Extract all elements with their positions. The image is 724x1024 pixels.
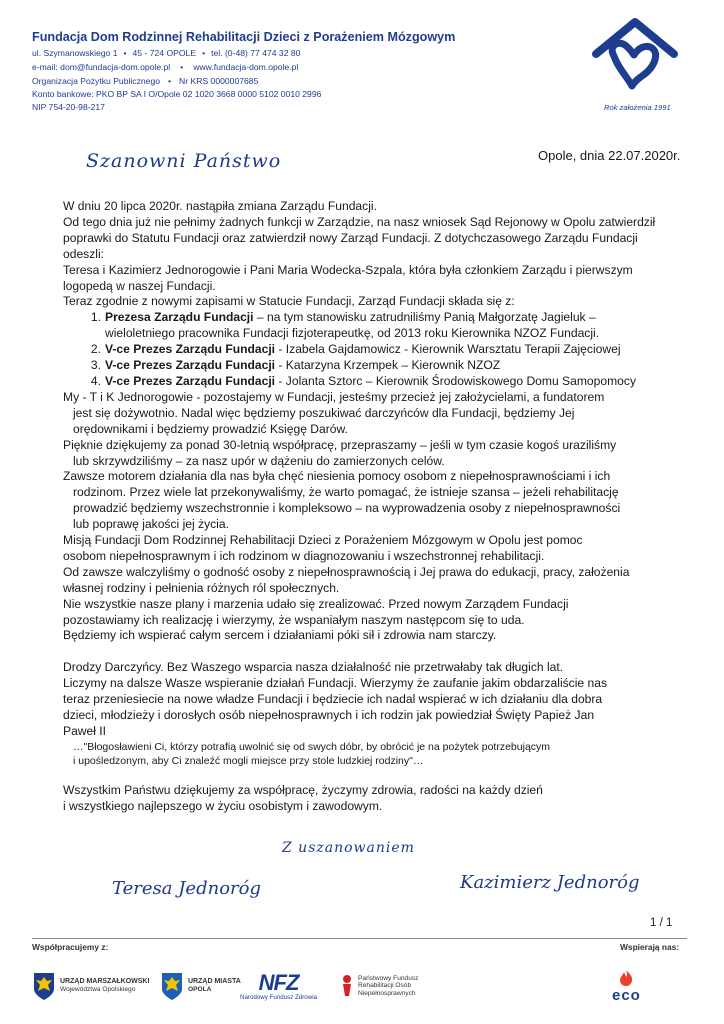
partner-subname: OPOLA [188,986,212,993]
line: Od tego dnia już nie pełnimy żadnych funkcji w Zarządzie, na nasz wniosek Sąd Rejonowy w Opolu zatwierdził [63,214,656,229]
board-member-text: - Izabela Gajdamowicz - Kierownik Warsztatu Terapii Zajęciowej [275,342,621,357]
krs-number: Nr KRS 0000007685 [179,76,259,86]
header-registry-line: Organizacja Pożytku Publicznego • Nr KRS 0000007685 [32,76,259,86]
paragraph-board-change: W dniu 20 lipca 2020r. nastąpiła zmiana Zarządu Fundacji. [63,199,377,213]
pope-quote [63,740,663,769]
board-role: V-ce Prezes Zarządu Fundacji [105,373,276,388]
line: Pięknie dziękujemy za ponad 30-letnią współpracę, przepraszamy – jeśli w tym czasie kogoś uraziliśmy [63,437,617,452]
signature-teresa: Teresa Jednoróg [112,878,261,899]
partner-urzad-miasta [160,966,241,1006]
board-member-text: – na tym stanowisku zatrudniliśmy Panią Małgorzatę Jagieluk – [253,310,596,325]
line: My - T i K Jednorogowie - pozostajemy w Fundacji, jesteśmy przecież jej założycielami, a fundatorem [63,389,605,404]
list-number: 4. [90,373,101,388]
line: Misją Fundacji Dom Rodzinnej Rehabilitacji Dzieci z Porażeniem Mózgowym w Opolu jest pomoc [63,533,583,548]
line: poprawki do Statutu Fundacji oraz zatwierdził nowy Zarząd Fundacji. Z dotychczasowego Zarządu Fundacji odeszli: [63,230,638,261]
board-role: V-ce Prezes Zarządu Fundacji [105,342,276,357]
board-member-item [63,374,663,390]
line: pozostawiamy ich realizację i wierzymy, że wspaniałym naszym następcom się to uda. [63,612,525,627]
line: Zawsze motorem działania dla nas była chęć niesienia pomocy osobom z niepełnosprawnościami i ich [63,469,611,484]
phone: tel. (0-48) 77 474 32 80 [211,48,301,58]
board-member-item [63,342,663,358]
line: orędownikami i będziemy prowadzić Księgę Darów. [73,421,348,436]
board-member-item [63,358,663,374]
bank-account: Konto bankowe: PKO BP SA I O/Opole 02 1020 3668 0000 5102 0010 2996 [32,89,322,99]
paragraph-donors [63,660,663,740]
line: i wszystkiego najlepszego w życiu osobistym i zawodowym. [63,798,383,813]
founded-year: Rok założenia 1991 [604,103,671,112]
paragraph-court-approval [63,215,663,295]
paragraph-plans [63,597,663,645]
board-role: V-ce Prezes Zarządu Fundacji [105,358,276,373]
line: lub poprawę jakości jej życia. [73,517,229,532]
spacer [63,644,663,660]
foundation-logo-house-heart-icon [592,18,678,90]
supporter-eco [612,966,641,1006]
email[interactable]: e-mail: dom@fundacja-dom.opole.pl [32,62,171,72]
nfz-logo-text: NFZ [258,969,299,995]
signature-kazimierz: Kazimierz Jednoróg [460,872,640,893]
line: rodzinom. Przez wiele lat przekonywaliśmy, że warto pomagać, że istnieje szansa – jeżeli rehabilitację [73,485,619,500]
paragraph-mission [63,533,663,565]
paragraph-board-intro: Teraz zgodnie z nowymi zapisami w Statucie Fundacji, Zarząd Fundacji składa się z: [63,294,515,309]
paragraph-thanks [63,438,663,470]
eco-logo-text: eco [612,986,641,1004]
letter-date: Opole, dnia 22.07.2020r. [538,148,681,163]
list-number: 3. [90,358,101,373]
eco-flame-icon [615,969,637,987]
line: Będziemy ich wspierać całym sercem i działaniami póki sił i zdrowia nam starczy. [63,628,497,643]
partner-name: URZĄD MIASTA [188,978,241,986]
line: Teresa i Kazimierz Jednorogowie i Pani Maria Wodecka-Szpala, która była członkiem Zarządu i pierwszym [63,262,633,277]
opole-voivodeship-eagle-icon [32,971,56,1001]
paragraph-wishes [63,783,663,815]
paragraph-motivation [63,469,663,533]
line: logopedą w naszej Fundacji. [63,278,216,293]
footer-divider [32,938,687,939]
handwritten-greeting: Szanowni Państwo [86,150,282,172]
letter-body [63,199,663,815]
list-number: 2. [90,342,101,357]
pfron-figure-icon [340,974,354,998]
supporters-label: Wspierają nas: [620,942,680,952]
line: Drodzy Darczyńcy. Bez Waszego wsparcia nasza działalność nie przetrwałaby tak długich lat. [63,660,564,675]
board-member-item [63,310,663,342]
nip-number: NIP 754-20-98-217 [32,102,105,112]
partner-name: Rehabilitacji Osób [358,982,412,990]
partner-subname: Województwa Opolskiego [60,986,136,993]
line: …"Błogosławieni Ci, którzy potrafią uwolnić się od swych dóbr, by obrócić je na pożytek potrzebującym [73,740,551,753]
line: dzieci, młodzieży i dorosłych osób niepełnosprawnych i ich rodzin jak powiedział Święty Papież Jan [63,708,595,723]
header-address-line: ul. Szymanowskiego 1 • 45 - 724 OPOLE • tel. (0-48) 77 474 32 80 [32,48,301,58]
list-number: 1. [90,310,101,325]
partner-nfz [240,966,317,1006]
partner-name: URZĄD MARSZAŁKOWSKI [60,978,150,986]
line: Liczymy na dalsze Wasze wspieranie działań Fundacji. Wierzymy że zaufanie jakim obdarzaliście nas [63,676,607,691]
spacer [63,769,663,783]
opole-city-eagle-icon [160,971,184,1001]
partner-name: Niepełnosprawnych [358,989,416,997]
line: i upośledzonym, aby Ci znaleźć mogli miejsce przy stole ludzkiej rodziny"… [73,755,424,768]
partner-name: Państwowy Fundusz [358,974,419,982]
paragraph-founders [63,390,663,438]
line: Paweł II [63,724,107,738]
address-street: ul. Szymanowskiego 1 [32,48,118,58]
header-contact-line: e-mail: dom@fundacja-dom.opole.pl • www.fundacja-dom.opole.pl [32,62,299,72]
paragraph-dignity [63,565,663,597]
board-member-text: wieloletniego pracownika Fundacji fizjoterapeutkę, od 2013 roku Kierownika NZOZ Fundacji. [105,326,600,341]
board-members-list [63,310,663,390]
line: własnej rodziny i pełnienia różnych ról społecznych. [63,580,340,595]
line: jest się dożywotnio. Nadal więc będziemy poszukiwać darczyńców dla Fundacji, będziemy Jej [73,405,575,420]
line: Nie wszystkie nasze plany i marzenia udało się zrealizować. Przed nowym Zarządem Fundacji [63,596,569,611]
line: teraz przeniesiecie na nowe władze Fundacji i będziecie ich nadal wspierać w ich działaniu dla dobra [63,692,603,707]
partner-name: Narodowy Fundusz Zdrowia [240,993,318,1001]
board-member-text: - Jolanta Sztorc – Kierownik Środowiskowego Domu Samopomocy [275,373,636,388]
organization-name: Fundacja Dom Rodzinnej Rehabilitacji Dzieci z Porażeniem Mózgowym [32,30,456,44]
line: Wszystkim Państwu dziękujemy za współpracę, życzymy zdrowia, radości na każdy dzień [63,782,543,797]
board-role: Prezesa Zarządu Fundacji [105,310,254,325]
line: osobom niepełnosprawnym i ich rodzinom w diagnozowaniu i wszechstronnej rehabilitacji. [63,548,545,563]
opp-status: Organizacja Pożytku Publicznego [32,76,161,86]
line: prowadzić będziemy wszechstronnie i kompleksowo – na wyprowadzenia osoby z niepełnosprawności [73,501,621,516]
line: Od zawsze walczyliśmy o godność osoby z niepełnosprawnością i Jej prawa do edukacji, pracy, założenia [63,564,630,579]
handwritten-closing: Z uszanowaniem [282,840,415,856]
website[interactable]: www.fundacja-dom.opole.pl [193,62,299,72]
partners-label: Współpracujemy z: [32,942,109,952]
partner-urzad-marszalkowski [32,966,149,1006]
partner-pfron [340,966,418,1006]
line: lub skrzywdziliśmy – za nasz upór w dążeniu do zamierzonych celów. [73,453,445,468]
page-number: 1 / 1 [650,917,673,929]
board-member-text: - Katarzyna Krzempek – Kierownik NZOZ [275,358,501,373]
address-city: 45 - 724 OPOLE [132,48,197,58]
